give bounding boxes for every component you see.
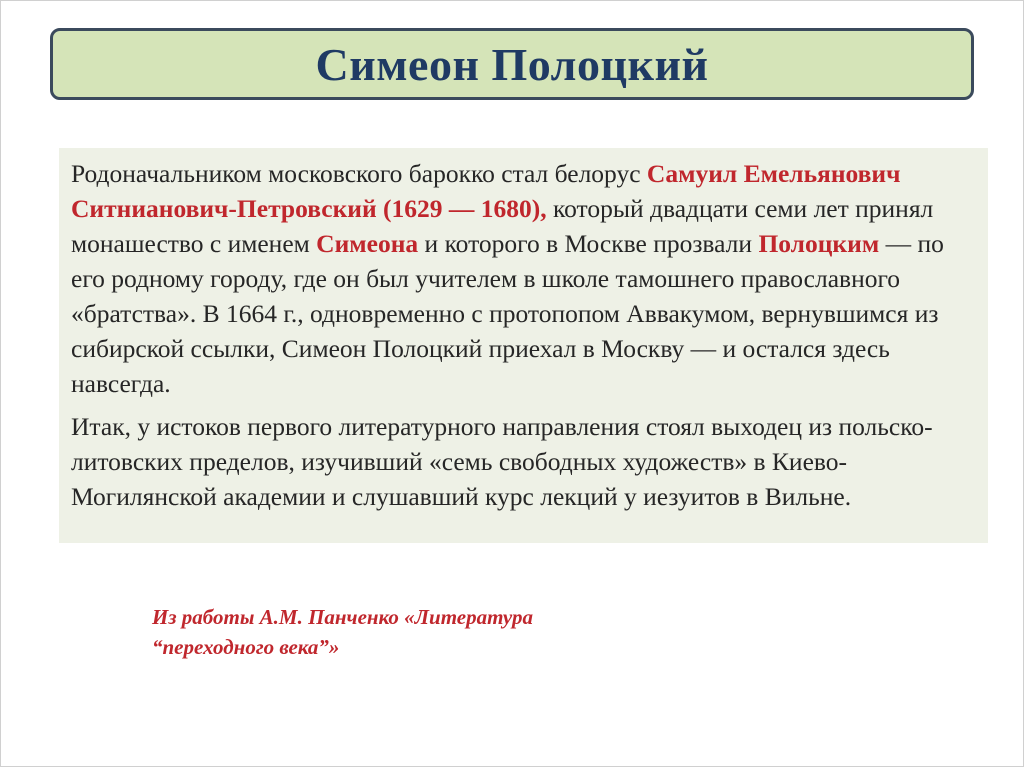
source-line-2: “переходного века”» <box>152 635 340 659</box>
slide-title: Симеон Полоцкий <box>315 38 709 90</box>
bio-text-2: который двадцати семи лет принял монашество с именем <box>71 194 934 258</box>
highlight-monastic-name: Симеона <box>316 229 419 258</box>
highlight-full-name: Самуил Емельянович Ситнианович-Петровский (1629 — 1680), <box>71 159 901 223</box>
source-line-1: Из работы А.М. Панченко «Литература <box>152 605 533 629</box>
title-banner <box>50 28 974 100</box>
highlight-nickname: Полоцким <box>758 229 880 258</box>
bio-text-1: Родоначальником московского барокко стал белорус <box>71 159 647 188</box>
bio-text-4: — по его родному городу, где он был учителем в школе тамошнего православного «братства». В 1664 г., одновременно с протопопом Аввакумом, вернувшимся из сибирской ссылки, Симеон Полоцкий приехал в Москву — и остался здесь навсегда. <box>71 229 944 398</box>
content-panel <box>59 148 988 543</box>
source-citation <box>152 602 712 662</box>
paragraph-biography <box>71 156 978 401</box>
paragraph-conclusion: Итак, у истоков первого литературного направления стоял выходец из польско-литовских пределов, изучивший «семь свободных художеств» в Киево-Могилянской академии и слушавший курс лекций у иезуитов в Вильне. <box>71 412 933 511</box>
bio-text-3: и которого в Москве прозвали <box>418 229 759 258</box>
